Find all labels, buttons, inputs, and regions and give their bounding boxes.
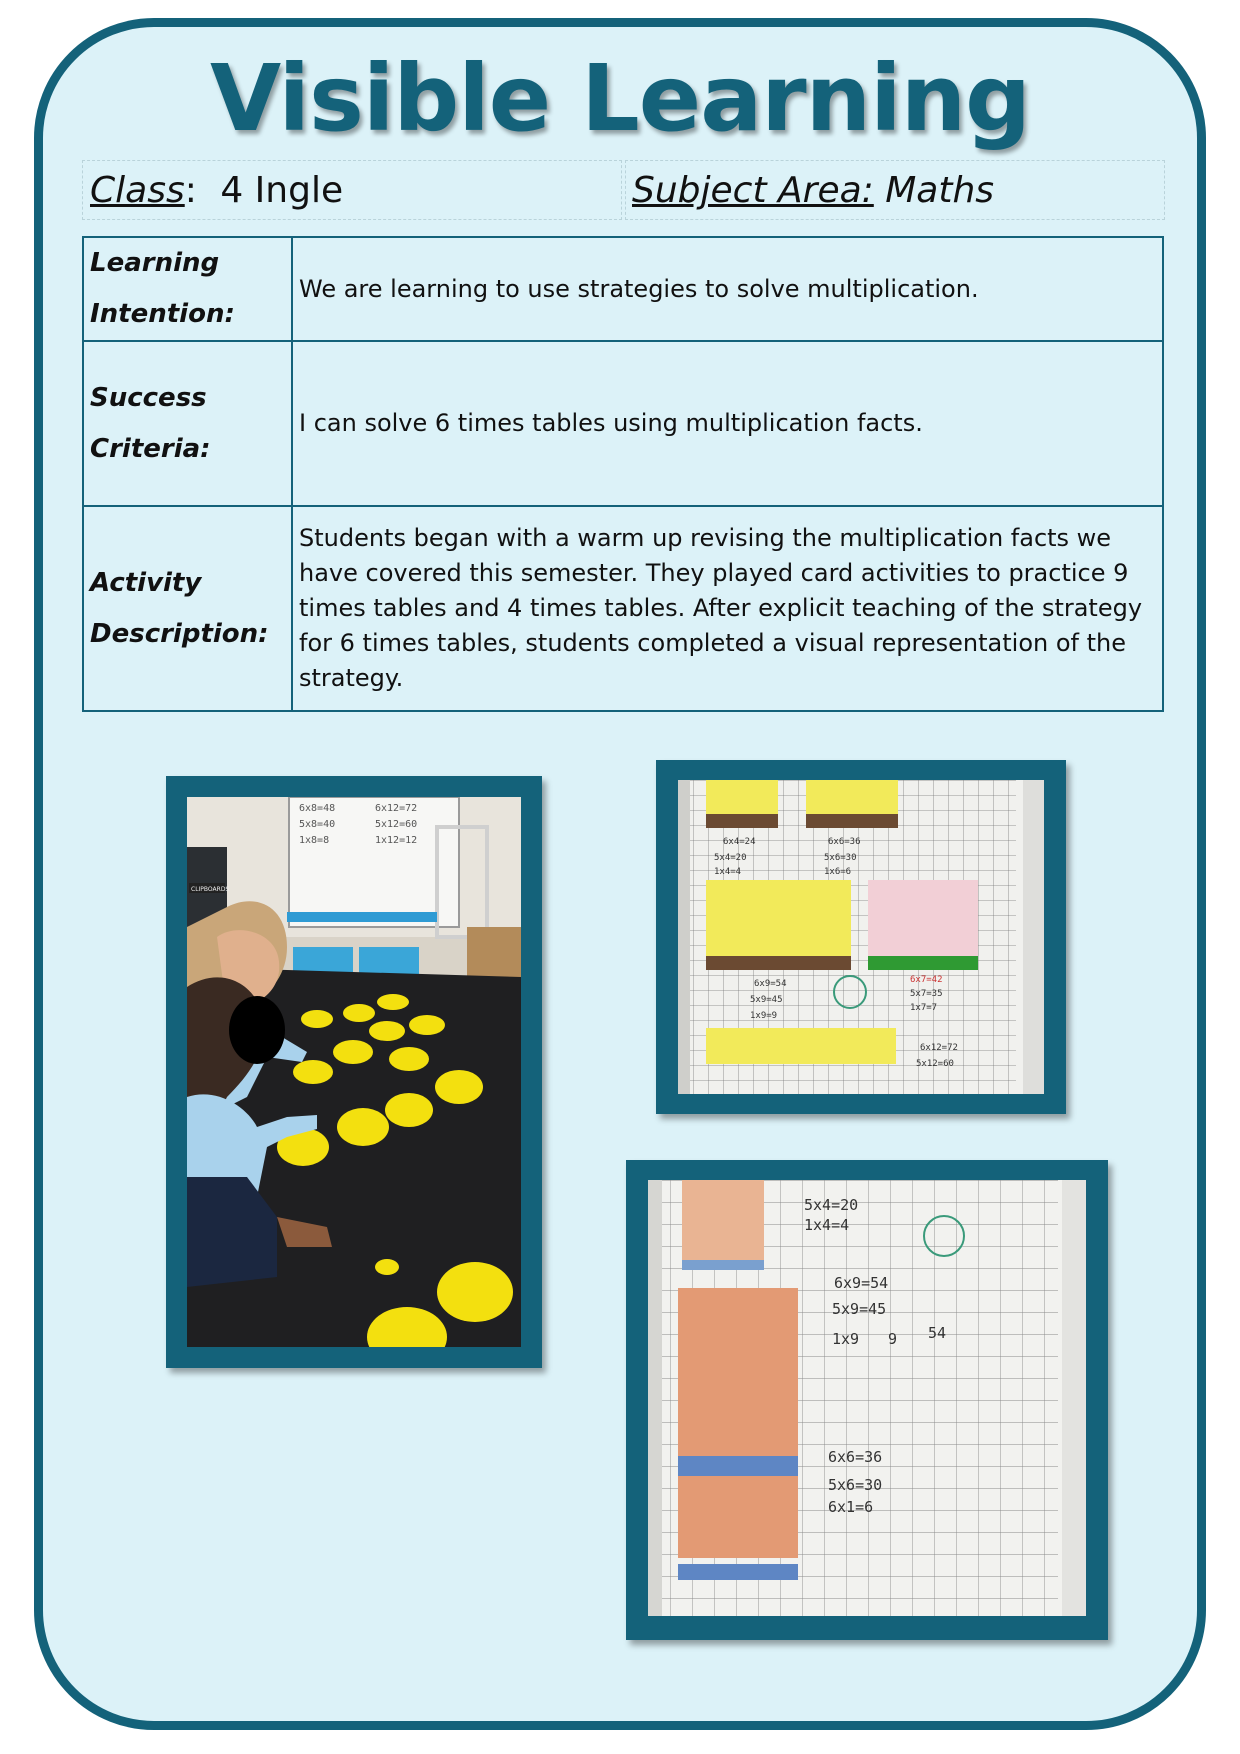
wb1-text: 6x6=36: [828, 837, 861, 847]
workbook-scene-1: [678, 780, 1044, 1094]
page-title: Visible Learning: [209, 45, 1031, 152]
wb-text: 5x8=40: [299, 819, 336, 830]
row-value: I can solve 6 times tables using multiplication facts.: [292, 341, 1163, 506]
wb1-text: 6x9=54: [754, 979, 787, 989]
row-value: Students began with a warm up revising the multiplication facts we have covered this semester. They played card activities to practice 9 times tables and 4 times tables. After explicit teaching of the strategy for 6 times tables, students completed a visual representation of the strategy.: [292, 506, 1163, 711]
row-label: [83, 237, 292, 341]
row-label: [83, 341, 292, 506]
wb1-text: 5x6=30: [824, 853, 857, 863]
wb2-text: 5x9=45: [832, 1300, 887, 1318]
class-value: 4 Ingle: [220, 170, 344, 211]
label-line: Intention:: [90, 299, 235, 329]
wb1-text: 1x9=9: [750, 1011, 778, 1021]
classroom-photo: [166, 776, 542, 1368]
wb2-text: 6x1=6: [828, 1498, 874, 1516]
wb2-text: 9: [888, 1330, 898, 1348]
label-line: Learning: [90, 248, 220, 278]
wb1-text: 6x7=42: [910, 975, 943, 985]
wb2-text: 6x9=54: [834, 1274, 889, 1292]
wb-text: 5x12=60: [375, 819, 418, 830]
wb2-text: 54: [928, 1324, 947, 1342]
wb2-text: 5x4=20: [804, 1196, 859, 1214]
class-separator: :: [184, 170, 197, 211]
wb1-text: 5x12=60: [916, 1059, 954, 1069]
wb2-text: 1x9: [832, 1330, 860, 1348]
subject-field: [632, 170, 994, 211]
table-row: [83, 237, 1163, 341]
wb1-text: 1x4=4: [714, 867, 742, 877]
workbook-photo-2: [626, 1160, 1108, 1640]
class-field: [90, 170, 343, 211]
table-row: [83, 506, 1163, 711]
workbook-photo-1: [656, 760, 1066, 1114]
wb1-text: 5x7=35: [910, 989, 943, 999]
wb-text: 6x12=72: [375, 803, 418, 814]
wb2-text: 6x6=36: [828, 1448, 883, 1466]
subject-label: Subject Area:: [632, 170, 874, 211]
wb2-text: 1x4=4: [804, 1216, 850, 1234]
wb-text: 6x8=48: [299, 803, 336, 814]
clipboards-sign: CLIPBOARDS: [191, 886, 230, 893]
table-row: [83, 341, 1163, 506]
wb1-text: 1x6=6: [824, 867, 852, 877]
wb1-text: 6x4=24: [723, 837, 756, 847]
subject-value: Maths: [885, 170, 995, 211]
classroom-scene: [187, 797, 521, 1347]
wb-text: 1x12=12: [375, 835, 418, 846]
wb1-text: 1x7=7: [910, 1003, 938, 1013]
label-line: Success: [90, 382, 207, 413]
row-value: We are learning to use strategies to solve multiplication.: [292, 237, 1163, 341]
label-line: Description:: [90, 618, 269, 649]
learning-table: [82, 236, 1164, 712]
label-line: Criteria:: [90, 433, 211, 464]
workbook-scene-2: [648, 1180, 1086, 1616]
label-line: Activity: [90, 567, 202, 598]
wb1-text: 5x4=20: [714, 853, 747, 863]
wb1-text: 5x9=45: [750, 995, 783, 1005]
class-label: Class: [90, 170, 185, 211]
row-label: [83, 506, 292, 711]
wb-text: 1x8=8: [299, 835, 330, 846]
wb1-text: 6x12=72: [920, 1043, 958, 1053]
wb2-text: 5x6=30: [828, 1476, 883, 1494]
